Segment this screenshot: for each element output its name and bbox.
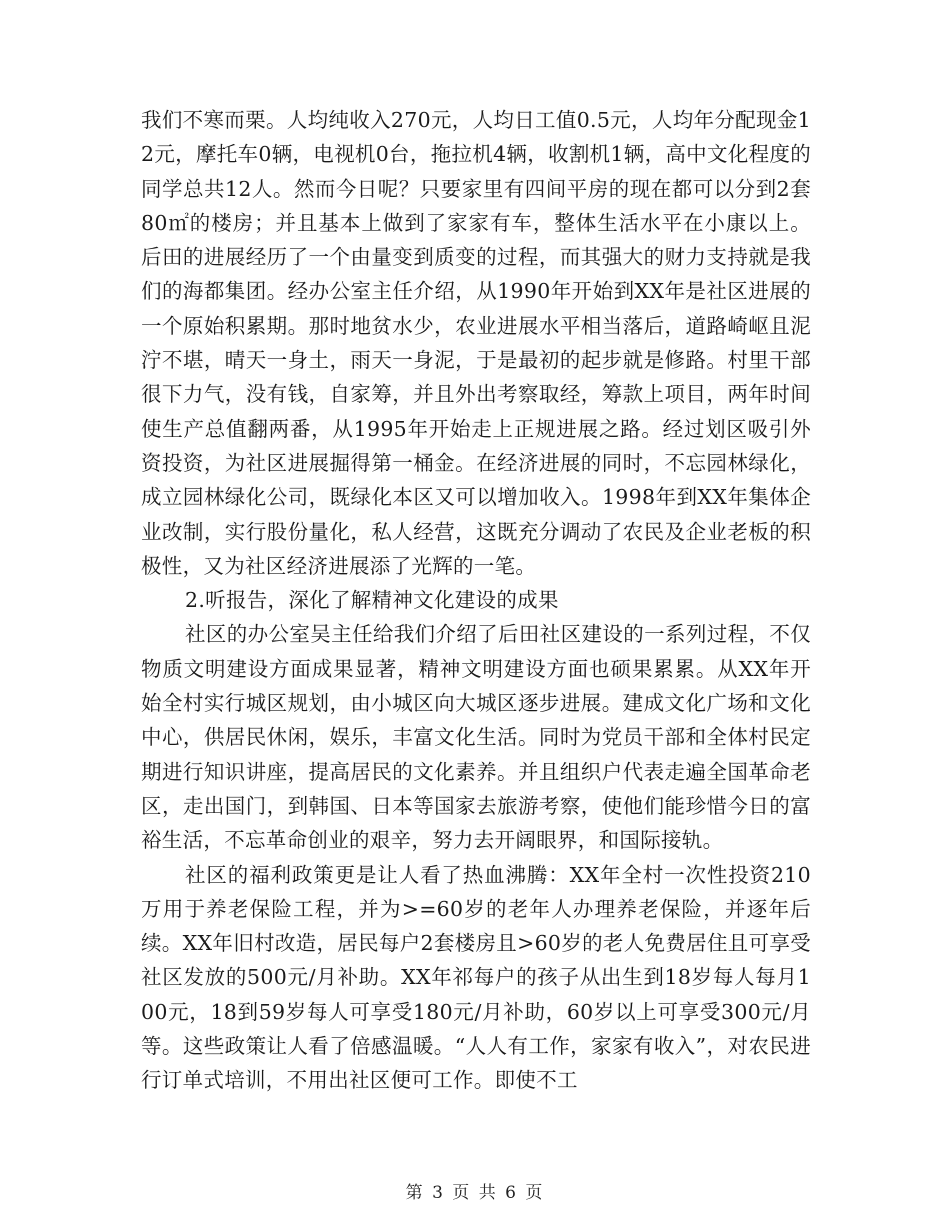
paragraph-welfare-policy: 社区的福利政策更是让人看了热血沸腾：XX年全村一次性投资210万用于养老保险工程，并为>=60岁的老年人办理养老保险，并逐年后续。XX年旧村改造，居民每户2套楼房且>60岁的老人免费居住且可享受社区发放的500元/月补助。XX年祁每户的孩子从出生到18岁每人每月100元，18到59岁每人可享受180元/月补助，60岁以上可享受300元/月等。这些政策让人看了倍感温暖。“人人有工作，家家有收入”，对农民进行订单式培训，不用出社区便可工作。即使不工 [141, 862, 811, 1093]
page-number-footer: 第 3 页 共 6 页 [405, 1183, 545, 1203]
section-heading-culture: 2.听报告，深化了解精神文化建设的成果 [185, 588, 559, 613]
paragraph-culture-construction: 社区的办公室吴主任给我们介绍了后田社区建设的一系列过程，不仅物质文明建设方面成果显著，精神文明建设方面也硕果累累。从XX年开始全村实行城区规划，由小城区向大城区逐步进展。建成文化广场和文化中心，供居民休闲，娱乐，丰富文化生活。同时为党员干部和全体村民定期进行知识讲座，提高居民的文化素养。并且组织户代表走遍全国革命老区，走出国门，到韩国、日本等国家去旅游考察，使他们能珍惜今日的富裕生活，不忘革命创业的艰辛，努力去开阔眼界，和国际接轨。 [141, 622, 811, 853]
document-body [141, 103, 811, 1098]
paragraph-economic-history: 我们不寒而栗。人均纯收入270元，人均日工值0.5元，人均年分配现金12元，摩托车0辆，电视机0台，拖拉机4辆，收割机1辆，高中文化程度的同学总共12人。然而今日呢？只要家里有四间平房的现在都可以分到2套80㎡的楼房；并且基本上做到了家家有车，整体生活水平在小康以上。后田的进展经历了一个由量变到质变的过程，而其强大的财力支持就是我们的海都集团。经办公室主任介绍，从1990年开始到XX年是社区进展的一个原始积累期。那时地贫水少，农业进展水平相当落后，道路崎岖且泥泞不堪，晴天一身土，雨天一身泥，于是最初的起步就是修路。村里干部很下力气，没有钱，自家筹，并且外出考察取经，筹款上项目，两年时间使生产总值翻两番，从1995年开始走上正规进展之路。经过划区吸引外资投资，为社区进展掘得第一桶金。在经济进展的同时，不忘园林绿化，成立园林绿化公司，既绿化本区又可以增加收入。1998年到XX年集体企业改制，实行股份量化，私人经营，这既充分调动了农民及企业老板的积极性，又为社区经济进展添了光辉的一笔。 [141, 108, 811, 578]
